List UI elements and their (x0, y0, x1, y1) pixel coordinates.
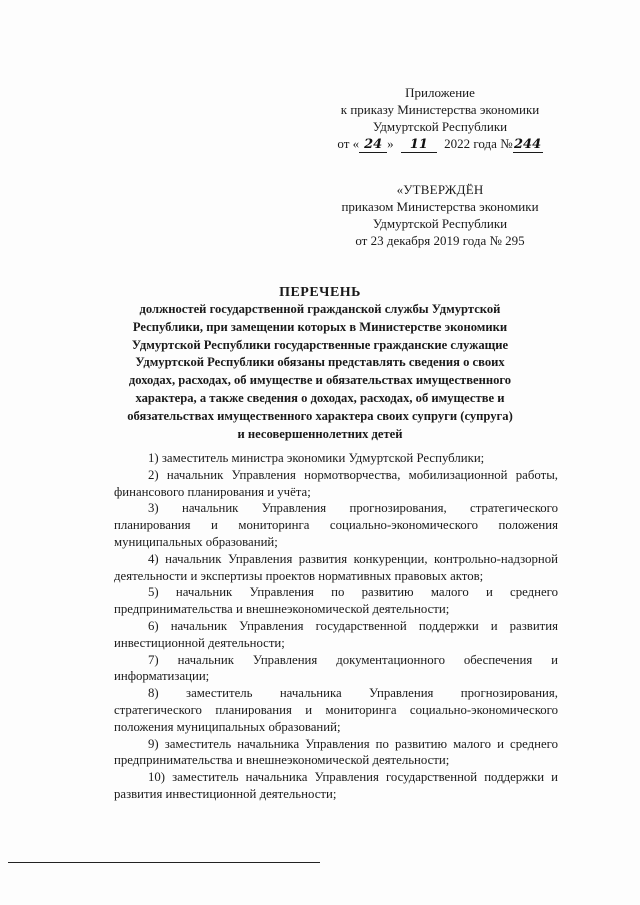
list-item (80, 584, 558, 618)
list-item-line: 1) заместитель министра экономики Удмуртской Республики; (148, 451, 485, 465)
list-item-line: 9) заместитель начальника Управления по развитию малого и среднего (148, 736, 558, 751)
date-prefix: от « (337, 136, 360, 151)
list-item-line: 4) начальник Управления развития конкуренции, контрольно-надзорной (148, 551, 558, 566)
subtitle-line: Удмуртской Республики обязаны представлять сведения о своих (135, 355, 505, 370)
list-item-line: планирования и мониторинга социально-экономического положения (114, 518, 558, 533)
list-item (80, 652, 558, 686)
document-title: ПЕРЕЧЕНЬ (279, 285, 361, 300)
list-item-line: 5) начальник Управления по развитию малого и среднего (148, 585, 558, 600)
handwritten-day: 24 (359, 137, 387, 153)
appendix-region: Удмуртской Республики (372, 119, 508, 134)
subtitle-line: Удмуртской Республики государственные гражданские служащие (131, 337, 509, 352)
list-item-line: предпринимательства и внешнеэкономической деятельности; (114, 602, 450, 617)
approved-block (320, 181, 560, 249)
list-item-line: финансового планирования и учёта; (114, 484, 311, 499)
subtitle-line: характера, а также сведения о доходах, расходах, об имуществе и (135, 390, 505, 405)
list-item-line: 8) заместитель начальника Управления прогнозирования, (148, 686, 558, 701)
handwritten-number: 244 (514, 137, 542, 152)
approved-date: от 23 декабря 2019 года № 295 (355, 233, 525, 248)
list-item (80, 467, 558, 501)
list-item-line: положения муниципальных образований; (114, 719, 341, 734)
list-item-line: инвестиционной деятельности; (114, 635, 285, 650)
list-item-line: деятельности и экспертизы проектов нормативных правовых актов; (114, 568, 484, 583)
list-item (80, 450, 558, 467)
subtitle-line: Республики, при замещении которых в Министерстве экономики (132, 319, 508, 334)
list-item-line: 10) заместитель начальника Управления государственной поддержки и (148, 770, 558, 785)
subtitle-line: и несовершеннолетних детей (237, 426, 403, 441)
document-subtitle (80, 301, 560, 443)
footnote-divider (8, 862, 320, 863)
appendix-header (320, 84, 560, 153)
subtitle-line: доходах, расходах, об имуществе и обязательствах имущественного (128, 373, 512, 388)
subtitle-line: обязательствах имущественного характера своих супруги (супруга) (127, 408, 513, 423)
list-item (80, 500, 558, 550)
list-item (80, 618, 558, 652)
list-item-line: предпринимательства и внешнеэкономической деятельности; (114, 753, 450, 768)
subtitle-line: должностей государственной гражданской службы Удмуртской (139, 302, 501, 316)
approved-heading: «УТВЕРЖДЁН (396, 182, 484, 197)
list-item-line: 7) начальник Управления документационного обеспечения и (148, 652, 558, 667)
appendix-order-ref: к приказу Министерства экономики (340, 102, 540, 117)
list-item (80, 736, 558, 770)
list-item-line: информатизации; (114, 669, 210, 684)
list-item (80, 769, 558, 803)
list-item-line: 6) начальник Управления государственной поддержки и развития (148, 618, 558, 633)
appendix-date-line (320, 135, 560, 153)
approved-order: приказом Министерства экономики (341, 199, 539, 214)
date-year: 2022 года № (444, 136, 513, 151)
date-quote: » (387, 136, 394, 151)
list-item-line: стратегического планирования и мониторинга социально-экономического (114, 702, 558, 717)
list-item (80, 551, 558, 585)
positions-list (80, 450, 558, 803)
approved-region: Удмуртской Республики (372, 216, 508, 231)
appendix-title: Приложение (405, 85, 475, 100)
list-item-line: муниципальных образований; (114, 534, 278, 549)
list-item-line: 3) начальник Управления прогнозирования, стратегического (148, 501, 558, 516)
list-item (80, 685, 558, 735)
list-item-line: 2) начальник Управления нормотворчества, мобилизационной работы, (148, 467, 558, 482)
handwritten-month: 11 (401, 137, 437, 153)
list-item-line: развития инвестиционной деятельности; (114, 786, 337, 801)
